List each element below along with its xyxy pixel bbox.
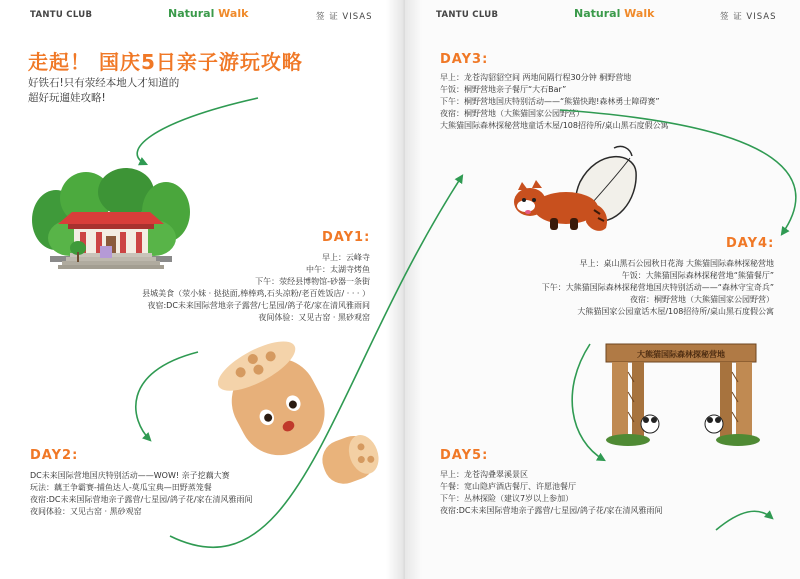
lotus-root-illustration <box>218 340 386 490</box>
itinerary-line: 午餐：宽山隐庐酒店餐厅、许愿池餐厅 <box>440 482 576 491</box>
header-visas-label: 签 证 VISAS <box>316 12 373 22</box>
day5-itinerary <box>440 469 663 517</box>
itinerary-line: 夜间体验：又见古窑 · 黑砂观窑 <box>30 507 142 516</box>
day2-itinerary <box>30 470 253 518</box>
itinerary-line: DC未来国际营地国庆特别活动——WOW! 亲子挖藕大赛 <box>30 471 230 480</box>
itinerary-line: 夜宿:DC未来国际营地亲子露营/七星园/鸽子花/家在清风雅雨间 <box>440 506 663 515</box>
itinerary-line: 玩法：藕王争霸赛-捕鱼达人-莫瓜宝典—田野蒸笼餐 <box>30 483 212 492</box>
header-club-label: TANTU CLUB <box>30 10 93 20</box>
brand-logo <box>574 7 654 20</box>
subtitle-line: 好铁石!只有荥经本地人才知道的 <box>28 77 180 89</box>
itinerary-line: 早上：云峰寺 <box>322 253 370 262</box>
itinerary-line: 大熊猫国家公园童话木屋/108招待所/桌山黑石度假公寓 <box>577 307 774 316</box>
itinerary-line: 午饭：大熊猫国际森林探秘营地“熊猫餐厅” <box>621 271 774 280</box>
day5-label: DAY5: <box>440 448 489 463</box>
day4-label: DAY4: <box>726 236 775 251</box>
itinerary-line: 夜间体验：又见古窑 · 黑砂观窑 <box>258 313 370 322</box>
gate-sign-text: 大熊猫国际森林探秘营地 <box>637 350 725 359</box>
subtitle <box>28 76 179 106</box>
itinerary-line: 午饭：桐野营地亲子餐厅“大石Bar” <box>440 85 567 94</box>
itinerary-line: 早上：桌山黑石公园秋日花海 大熊猫国际森林探秘营地 <box>579 259 774 268</box>
itinerary-line: 下午：桐野营地国庆特别活动——“熊猫快跑!森林勇士障碍赛” <box>440 97 660 106</box>
itinerary-line: 中午：太湖寺烤鱼 <box>306 265 370 274</box>
page-title: 走起！ 国庆5日亲子游玩攻略 <box>28 50 303 74</box>
itinerary-line: 夜宿：桐野营地（大熊猫国家公园野营） <box>440 109 584 118</box>
itinerary-line: 县城美食（荥小妹 · 挞挞面,棒棒鸡,石头凉粉/老百姓饭店/ · · · ） <box>142 289 370 298</box>
brand-main-text: Natural <box>168 7 219 20</box>
itinerary-line: 下午：荥经县博物馆-砂器一条街 <box>255 277 370 286</box>
day1-itinerary <box>142 252 370 324</box>
red-panda-illustration <box>510 142 640 238</box>
brand-accent-text: Walk <box>624 7 655 20</box>
itinerary-line: 夜宿:DC未来国际营地亲子露营/七星园/鸽子花/家在清风雅雨间 <box>30 495 253 504</box>
day4-itinerary <box>542 258 774 318</box>
day1-label: DAY1: <box>322 230 371 245</box>
day2-label: DAY2: <box>30 448 79 463</box>
itinerary-line: 早上：龙苍沟叠翠溪景区 <box>440 470 528 479</box>
itinerary-line: 夜宿：桐野营地（大熊猫国家公园野营） <box>630 295 774 304</box>
subtitle-line: 超好玩遛娃攻略! <box>28 92 106 104</box>
brand-main-text: Natural <box>574 7 625 20</box>
brand-accent-text: Walk <box>218 7 249 20</box>
wooden-gate-illustration <box>602 334 762 446</box>
itinerary-line: 夜宿:DC未来国际营地亲子露营/七星园/鸽子花/家在清风雅雨间 <box>147 301 370 310</box>
brand-logo <box>168 7 248 20</box>
header-club-label: TANTU CLUB <box>436 10 499 20</box>
itinerary-line: 下午：大熊猫国际森林探秘营地国庆特别活动——“森林守宝奇兵” <box>541 283 774 292</box>
day3-label: DAY3: <box>440 52 489 67</box>
day3-itinerary <box>440 72 669 132</box>
itinerary-line: 早上：龙苍沟貂貂空间 两地间隔行程30分钟 桐野营地 <box>440 73 632 82</box>
itinerary-line: 下午：丛林探险（建议7岁以上参加） <box>440 494 574 503</box>
right-page <box>404 0 800 579</box>
itinerary-line: 大熊猫国际森林探秘营地童话木屋/108招待所/桌山黑石度假公寓 <box>440 121 669 130</box>
header-visas-label: 签 证 VISAS <box>720 12 777 22</box>
